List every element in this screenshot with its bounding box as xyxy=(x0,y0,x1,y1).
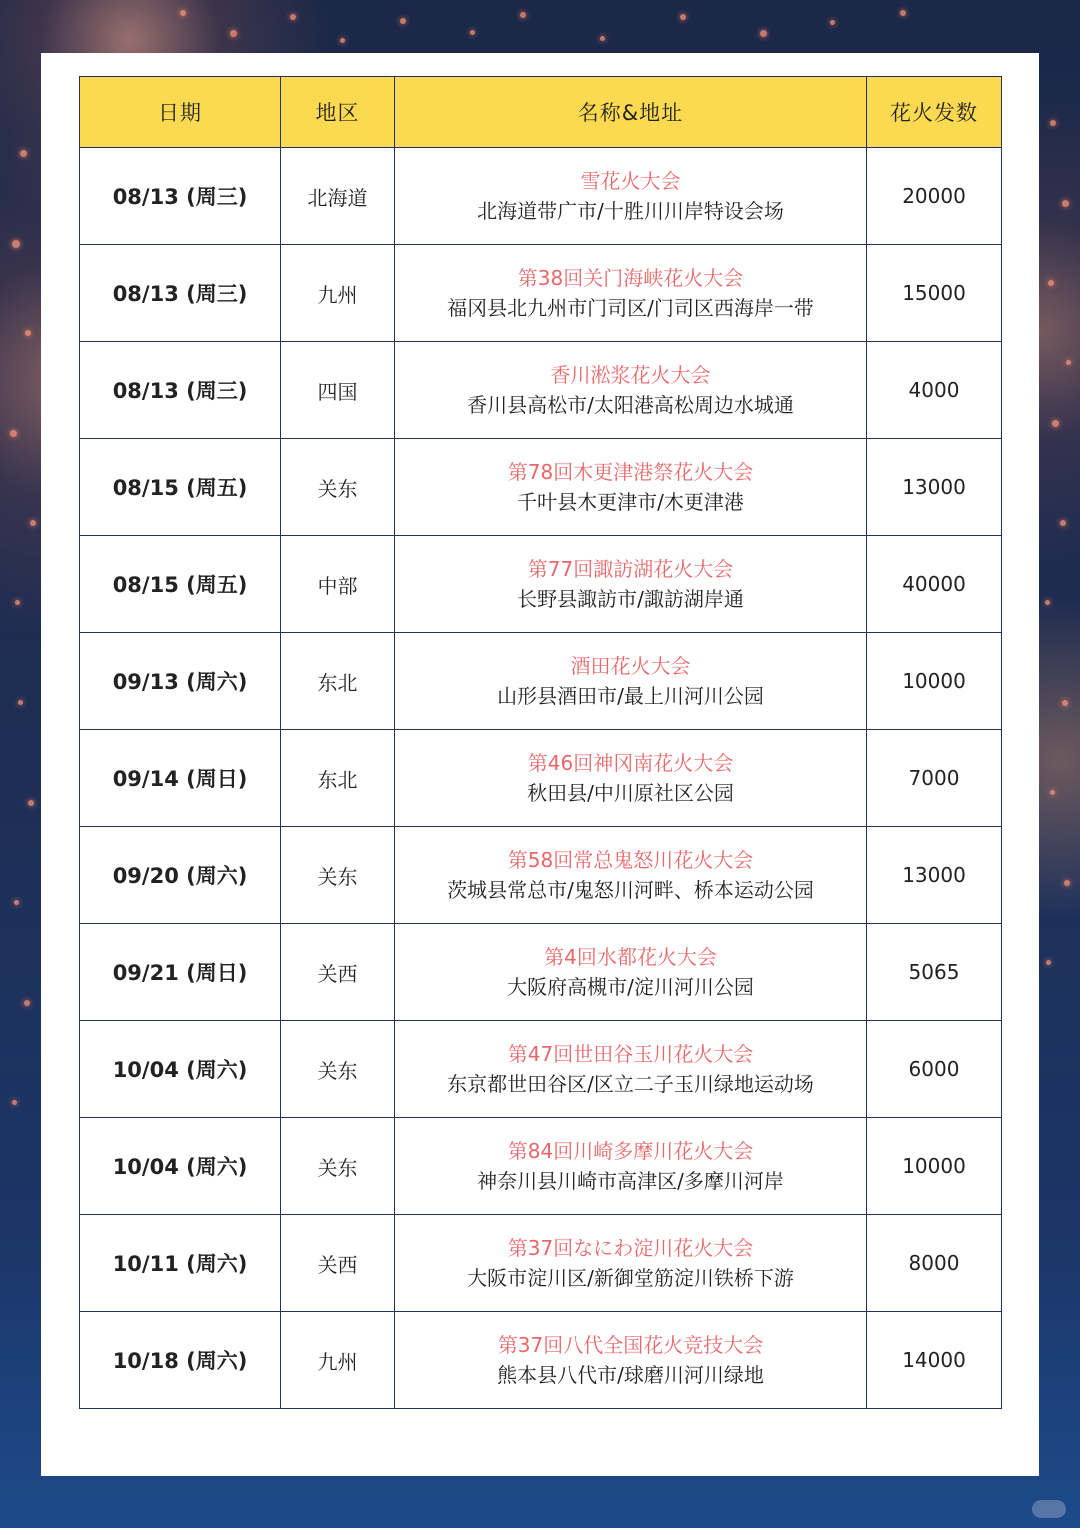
event-region: 九州 xyxy=(281,245,395,342)
event-title: 雪花火大会 xyxy=(580,169,681,193)
spark-dot xyxy=(340,38,345,43)
fireworks-schedule-table xyxy=(79,76,1002,1409)
spark-dot xyxy=(14,900,19,905)
event-name-address xyxy=(395,439,867,536)
spark-dot xyxy=(1064,880,1070,886)
spark-dot xyxy=(15,600,20,605)
firework-count: 4000 xyxy=(867,342,1002,439)
event-title: 第78回木更津港祭花火大会 xyxy=(507,460,754,484)
event-address: 神奈川县川崎市高津区/多摩川河岸 xyxy=(477,1169,784,1193)
event-date: 08/15 (周五) xyxy=(80,536,281,633)
firework-count: 40000 xyxy=(867,536,1002,633)
event-region: 关东 xyxy=(281,827,395,924)
firework-count: 10000 xyxy=(867,1118,1002,1215)
event-address: 大阪府高槻市/淀川河川公园 xyxy=(507,975,754,999)
event-date: 08/13 (周三) xyxy=(80,245,281,342)
spark-dot xyxy=(830,20,835,25)
event-title: 酒田花火大会 xyxy=(570,654,691,678)
spark-dot xyxy=(12,1100,17,1105)
table-row xyxy=(80,439,1002,536)
event-name-address xyxy=(395,633,867,730)
firework-count: 6000 xyxy=(867,1021,1002,1118)
spark-dot xyxy=(470,30,475,35)
spark-dot xyxy=(230,30,237,37)
spark-dot xyxy=(25,330,31,336)
event-date: 08/15 (周五) xyxy=(80,439,281,536)
schedule-card xyxy=(41,53,1039,1476)
event-title: 第37回八代全国花火竞技大会 xyxy=(497,1333,764,1357)
table-row xyxy=(80,633,1002,730)
event-address: 福冈县北九州市门司区/门司区西海岸一带 xyxy=(447,296,814,320)
spark-dot xyxy=(1050,120,1056,126)
event-title: 第46回神冈南花火大会 xyxy=(527,751,734,775)
table-row xyxy=(80,1312,1002,1409)
event-region: 关东 xyxy=(281,1118,395,1215)
event-address: 熊本县八代市/球磨川河川绿地 xyxy=(497,1363,764,1387)
event-region: 北海道 xyxy=(281,148,395,245)
table-row xyxy=(80,342,1002,439)
firework-count: 7000 xyxy=(867,730,1002,827)
event-name-address xyxy=(395,1215,867,1312)
spark-dot xyxy=(680,14,686,20)
event-date: 10/04 (周六) xyxy=(80,1118,281,1215)
event-name-address xyxy=(395,1118,867,1215)
spark-dot xyxy=(290,14,296,20)
event-region: 关西 xyxy=(281,1215,395,1312)
spark-dot xyxy=(520,12,526,18)
event-name-address xyxy=(395,730,867,827)
firework-count: 10000 xyxy=(867,633,1002,730)
event-title: 第37回なにわ淀川花火大会 xyxy=(507,1236,754,1260)
table-header-row xyxy=(80,77,1002,148)
event-region: 东北 xyxy=(281,730,395,827)
header-name-address: 名称&地址 xyxy=(395,77,867,148)
event-address: 北海道带广市/十胜川川岸特设会场 xyxy=(477,199,784,223)
firework-count: 5065 xyxy=(867,924,1002,1021)
spark-dot xyxy=(1066,360,1071,365)
table-row xyxy=(80,730,1002,827)
event-date: 09/21 (周日) xyxy=(80,924,281,1021)
event-name-address xyxy=(395,536,867,633)
header-date: 日期 xyxy=(80,77,281,148)
event-title: 第77回諏訪湖花火大会 xyxy=(527,557,734,581)
event-name-address xyxy=(395,1312,867,1409)
spark-dot xyxy=(24,1000,30,1006)
table-row xyxy=(80,827,1002,924)
spark-dot xyxy=(30,520,36,526)
event-region: 中部 xyxy=(281,536,395,633)
event-date: 08/13 (周三) xyxy=(80,342,281,439)
event-date: 09/20 (周六) xyxy=(80,827,281,924)
spark-dot xyxy=(400,18,406,24)
spark-dot xyxy=(1046,960,1051,965)
event-address: 长野县諏訪市/諏訪湖岸通 xyxy=(517,587,744,611)
event-date: 10/04 (周六) xyxy=(80,1021,281,1118)
event-name-address xyxy=(395,245,867,342)
table-row xyxy=(80,1118,1002,1215)
table-row xyxy=(80,536,1002,633)
spark-dot xyxy=(1060,520,1066,526)
event-title: 第47回世田谷玉川花火大会 xyxy=(507,1042,754,1066)
spark-dot xyxy=(180,10,186,16)
spark-dot xyxy=(600,36,605,41)
table-row xyxy=(80,148,1002,245)
firework-count: 8000 xyxy=(867,1215,1002,1312)
event-region: 四国 xyxy=(281,342,395,439)
event-name-address xyxy=(395,342,867,439)
event-region: 九州 xyxy=(281,1312,395,1409)
event-title: 第4回水都花火大会 xyxy=(544,945,717,969)
header-region: 地区 xyxy=(281,77,395,148)
event-address: 山形县酒田市/最上川河川公园 xyxy=(497,684,764,708)
spark-dot xyxy=(1062,700,1068,706)
spark-dot xyxy=(1045,600,1050,605)
event-title: 香川淞浆花火大会 xyxy=(550,363,711,387)
spark-dot xyxy=(1048,280,1054,286)
event-region: 关西 xyxy=(281,924,395,1021)
event-date: 10/11 (周六) xyxy=(80,1215,281,1312)
event-address: 秋田县/中川原社区公园 xyxy=(527,781,734,805)
spark-dot xyxy=(28,800,34,806)
spark-dot xyxy=(12,240,20,248)
firework-count: 13000 xyxy=(867,439,1002,536)
spark-dot xyxy=(10,430,17,437)
event-region: 东北 xyxy=(281,633,395,730)
event-name-address xyxy=(395,924,867,1021)
event-region: 关东 xyxy=(281,1021,395,1118)
event-date: 09/13 (周六) xyxy=(80,633,281,730)
event-address: 茨城县常总市/鬼怒川河畔、桥本运动公园 xyxy=(447,878,814,902)
event-name-address xyxy=(395,1021,867,1118)
event-name-address xyxy=(395,827,867,924)
firework-count: 20000 xyxy=(867,148,1002,245)
spark-dot xyxy=(1050,790,1055,795)
table-row xyxy=(80,924,1002,1021)
header-firework-count: 花火发数 xyxy=(867,77,1002,148)
table-row xyxy=(80,1021,1002,1118)
table-row xyxy=(80,1215,1002,1312)
spark-dot xyxy=(1052,420,1059,427)
spark-dot xyxy=(20,150,27,157)
event-title: 第58回常总鬼怒川花火大会 xyxy=(507,848,754,872)
spark-dot xyxy=(900,10,906,16)
spark-dot xyxy=(1062,200,1069,207)
event-address: 香川县高松市/太阳港高松周边水城通 xyxy=(467,393,794,417)
event-address: 千叶县木更津市/木更津港 xyxy=(517,490,744,514)
firework-count: 15000 xyxy=(867,245,1002,342)
event-date: 08/13 (周三) xyxy=(80,148,281,245)
firework-count: 14000 xyxy=(867,1312,1002,1409)
event-date: 09/14 (周日) xyxy=(80,730,281,827)
event-address: 大阪市淀川区/新御堂筋淀川铁桥下游 xyxy=(467,1266,794,1290)
table-row xyxy=(80,245,1002,342)
event-title: 第84回川崎多摩川花火大会 xyxy=(507,1139,754,1163)
firework-count: 13000 xyxy=(867,827,1002,924)
watermark-badge xyxy=(1032,1500,1066,1518)
spark-dot xyxy=(760,30,767,37)
spark-dot xyxy=(18,700,23,705)
event-date: 10/18 (周六) xyxy=(80,1312,281,1409)
event-region: 关东 xyxy=(281,439,395,536)
event-name-address xyxy=(395,148,867,245)
event-address: 东京都世田谷区/区立二子玉川绿地运动场 xyxy=(447,1072,814,1096)
event-title: 第38回关门海峡花火大会 xyxy=(517,266,744,290)
